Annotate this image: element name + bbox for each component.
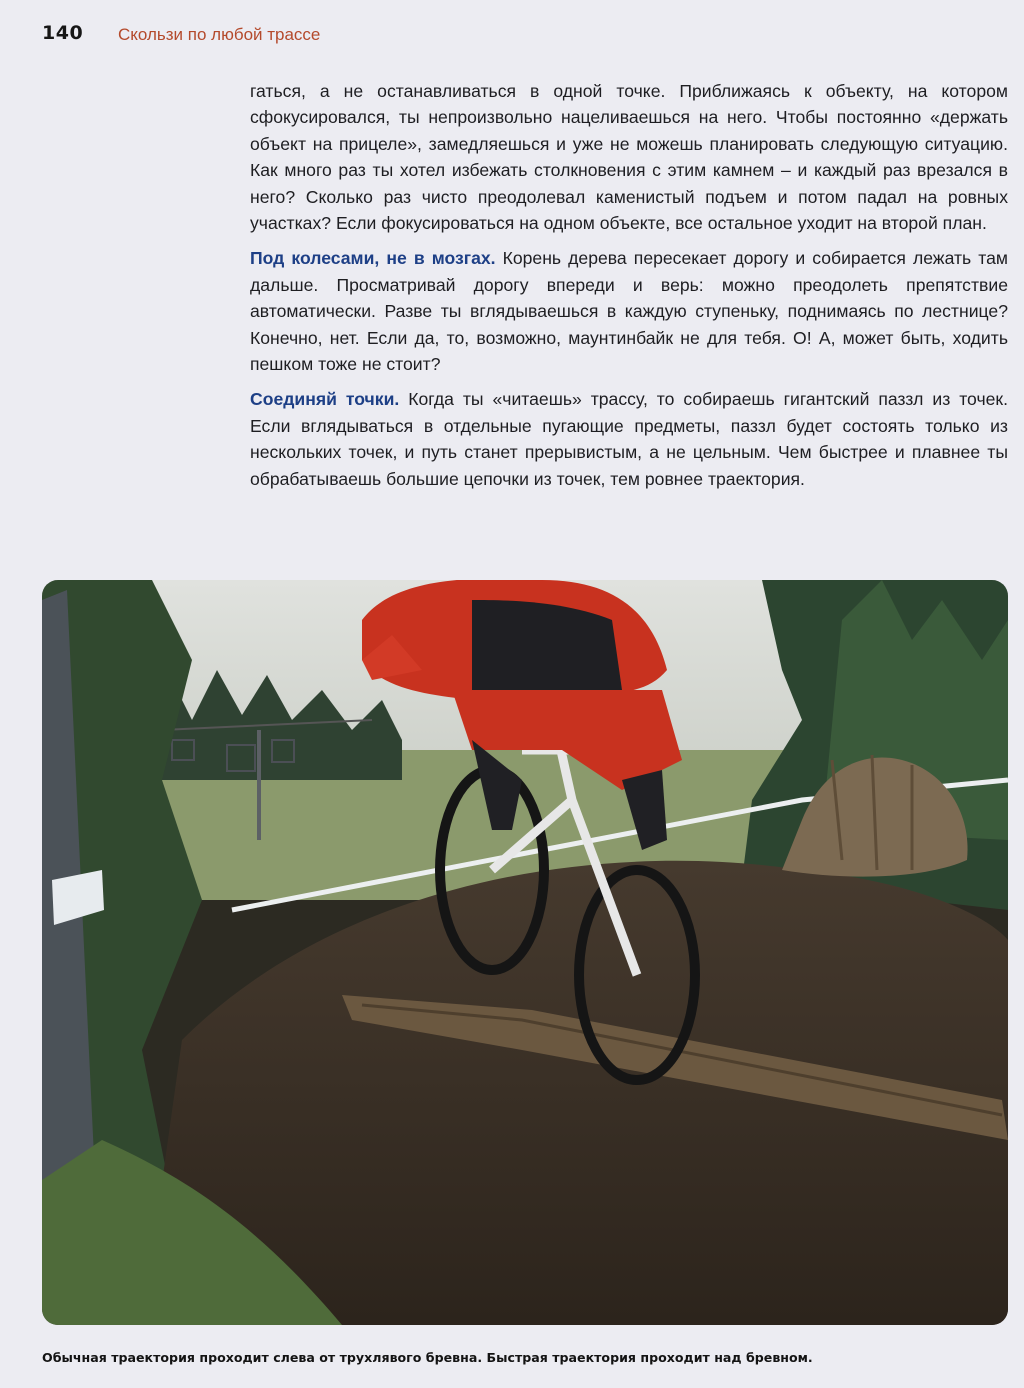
paragraph-1 [250, 78, 1008, 236]
paragraph-1-text: гаться, а не останавливаться в одной точке. Приближаясь к объекту, на котором сфокусировался, ты непроизвольно нацеливаешься на него. Чтобы постоянно «держать объект на прицеле», замедляешься и уже не можешь планировать следующую ситуацию. Как много раз ты хотел избежать столкновения с этим камнем – и каждый раз врезался в него? Сколько раз чисто преодолевал каменистый подъем и потом падал на ровных участках? Если фокусироваться на одном объекте, все остальное уходит на второй план. [250, 81, 1008, 234]
photo-illustration [42, 580, 1008, 1325]
paragraph-2-lead: Под колесами, не в мозгах. [250, 248, 496, 269]
paragraph-3-lead: Соединяй точки. [250, 389, 400, 410]
lift-tower [257, 730, 261, 840]
paragraph-3 [250, 386, 1008, 492]
page-number: 140 [42, 22, 84, 44]
paragraph-2 [250, 245, 1008, 377]
mountain-bike-photo [42, 580, 1008, 1325]
body-text [250, 78, 1008, 501]
paragraph-2-text: Корень дерева пересекает дорогу и собирается лежать там дальше. Просматривай дорогу впереди и верь: можно преодолеть препятствие автоматически. Разве ты вглядываешься в каждую ступеньку, поднимаясь по лестнице? Конечно, нет. Если да, то, возможно, маунтинбайк не для тебя. О! А, может быть, ходить пешком тоже не стоит? [250, 248, 1008, 375]
paragraph-3-text: Когда ты «читаешь» трассу, то собираешь гигантский паззл из точек. Если вглядываться в отдельные пугающие предметы, паззл будет состоять только из нескольких точек, и путь станет прерывистым, а не цельным. Чем быстрее и плавнее ты обрабатываешь большие цепочки из точек, тем ровнее траектория. [250, 389, 1008, 489]
figure-caption: Обычная траектория проходит слева от трухлявого бревна. Быстрая траектория проходит над бревном. [42, 1350, 813, 1365]
running-head: Скользи по любой трассе [118, 25, 321, 44]
